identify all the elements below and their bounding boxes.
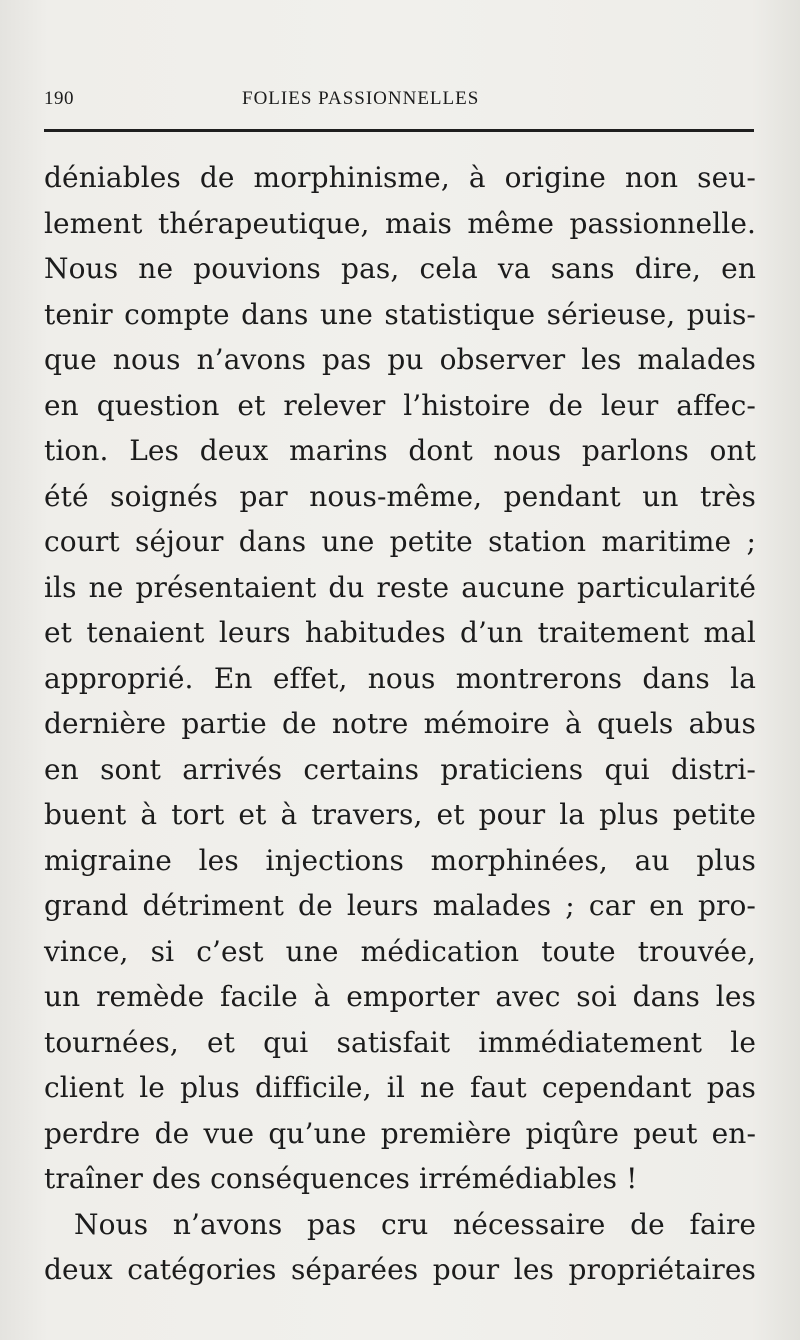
text-line: lement thérapeutique, mais même passionnelle. xyxy=(44,206,756,240)
running-title: FOLIES PASSIONNELLES xyxy=(242,88,480,109)
text-line: approprié. En effet, nous montrerons dans la xyxy=(44,661,756,695)
text-line: dernière partie de notre mémoire à quels abus xyxy=(44,707,756,740)
header-rule xyxy=(44,129,754,132)
text-line: grand détriment de leurs malades ; car en pro- xyxy=(44,889,756,922)
text-line: court séjour dans une petite station maritime ; xyxy=(44,525,756,558)
paragraph-start-line: Nous n’avons pas cru nécessaire de faire xyxy=(74,1207,756,1241)
text-line: en sont arrivés certains praticiens qui distri- xyxy=(44,752,756,786)
text-line: buent à tort et à travers, et pour la plus petite xyxy=(44,798,756,831)
page-number: 190 xyxy=(44,88,74,109)
text-line: deux catégories séparées pour les propriétaires xyxy=(44,1253,756,1286)
text-line: que nous n’avons pas pu observer les malades xyxy=(44,343,756,376)
text-line: en question et relever l’histoire de leur affec- xyxy=(44,388,756,422)
paragraph-end-line: traîner des conséquences irrémédiables ! xyxy=(44,1162,638,1195)
text-line: vince, si c’est une médication toute trouvée, xyxy=(44,934,756,968)
text-line: perdre de vue qu’une première piqûre peut en- xyxy=(44,1116,756,1150)
text-line: tenir compte dans une statistique sérieuse, puis- xyxy=(44,297,756,331)
text-line: et tenaient leurs habitudes d’un traitement mal xyxy=(44,616,756,649)
text-line: client le plus difficile, il ne faut cependant pas xyxy=(44,1071,756,1104)
text-line: ils ne présentaient du reste aucune particularité xyxy=(44,570,756,604)
text-line: Nous ne pouvions pas, cela va sans dire, en xyxy=(44,252,756,285)
body-text xyxy=(44,155,756,1293)
text-line: tion. Les deux marins dont nous parlons ont xyxy=(44,434,756,467)
text-line: déniables de morphinisme, à origine non seu- xyxy=(44,161,756,194)
text-line: un remède facile à emporter avec soi dans les xyxy=(44,980,756,1013)
text-line: tournées, et qui satisfait immédiatement le xyxy=(44,1025,756,1059)
page-header xyxy=(44,84,754,118)
text-line: migraine les injections morphinées, au plus xyxy=(44,843,756,877)
text-line: été soignés par nous-même, pendant un très xyxy=(44,479,756,513)
